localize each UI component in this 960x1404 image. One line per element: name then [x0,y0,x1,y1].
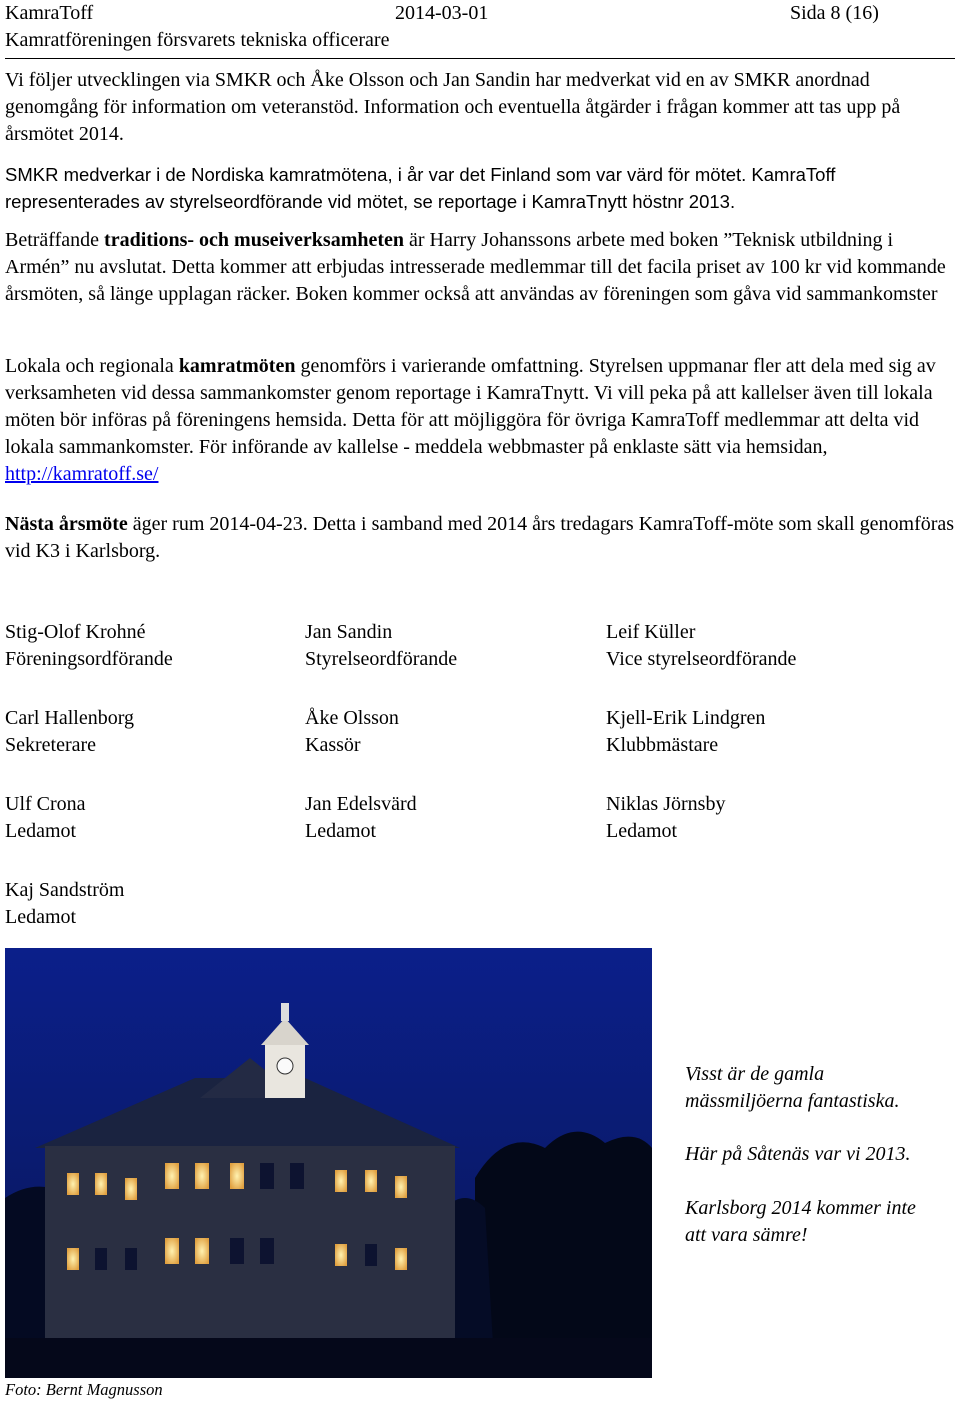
member-role: Klubbmästare [606,734,719,756]
paragraph-traditions [5,227,960,308]
board-member [606,791,725,845]
member-role: Sekreterare [5,734,97,756]
website-link[interactable]: http://kamratoff.se/ [5,463,159,485]
bold-phrase: kamratmöten [178,355,296,377]
doc-title: KamraToff [5,2,94,24]
caption-line: att vara sämre! [685,1224,808,1246]
member-role: Kassör [305,734,361,756]
night-scene-illustration [5,948,652,1378]
member-role: Ledamot [305,820,377,842]
board-member [5,791,86,845]
member-name: Jan Sandin [305,621,393,643]
page-header [5,0,960,27]
caption-line: Här på Såtenäs var vi 2013. [685,1143,911,1165]
paragraph-nordiska: SMKR medverkar i de Nordiska kamratmötena, i år var det Finland som var värd för mötet. KamraToff representerades av styrelseordförande vid mötet, se reportage i KamraTnytt höstnr 2013. [5,164,836,212]
member-name: Kaj Sandström [5,879,125,901]
board-member [5,705,134,759]
member-role: Vice styrelseordförande [606,648,797,670]
member-role: Ledamot [5,906,77,928]
board-member [5,619,173,673]
paragraph-text: Beträffande [5,229,105,251]
page-number: Sida 8 (16) [790,2,879,24]
organization-name: Kamratföreningen försvarets tekniska officerare [5,29,390,51]
doc-date: 2014-03-01 [395,2,489,24]
building-photo [5,948,652,1378]
member-name: Ulf Crona [5,793,86,815]
member-name: Jan Edelsvärd [305,793,417,815]
member-name: Stig-Olof Krohné [5,621,146,643]
member-name: Niklas Jörnsby [606,793,726,815]
paragraph-text: äger rum 2014-04-23. Detta i samband med 2014 års tredagars KamraToff-möte som skall genomföras vid K3 i Karlsborg. [5,513,955,562]
member-name: Åke Olsson [305,707,399,729]
member-name: Kjell-Erik Lindgren [606,707,766,729]
header-divider [5,58,955,59]
member-role: Föreningsordförande [5,648,173,670]
bold-phrase: traditions- och museiverksamheten [104,229,405,251]
board-member [305,791,417,845]
member-role: Ledamot [5,820,77,842]
paragraph-text: Lokala och regionala [5,355,179,377]
board-member [305,619,457,673]
member-name: Leif Küller [606,621,696,643]
caption-line: mässmiljöerna fantastiska. [685,1090,900,1112]
caption-line: Karlsborg 2014 kommer inte [685,1197,916,1219]
board-member [606,619,796,673]
board-member [606,705,765,759]
board-member [5,877,124,931]
member-name: Carl Hallenborg [5,707,135,729]
paragraph-text: genomförs i varierande omfattning. Styrelsen uppmanar fler att dela med sig av verksamheten vid dessa sammankomster genom reportage i KamraTnytt. Vi vill peka på att kallelser även till lokala möten bör införas på föreningens hemsida. Detta för att möjliggöra för övriga KamraToff medlemmar att delta vid lokala sammankomster. För införande av kallelse - meddela webbmaster på enklaste sätt via hemsidan, [5,355,936,458]
bold-phrase: Nästa årsmöte [5,513,128,535]
member-role: Ledamot [606,820,678,842]
paragraph-kamratmoten [5,353,960,488]
paragraph-text: är Harry Johanssons arbete med boken ”Teknisk utbildning i Armén” nu avslutat. Detta kommer att erbjudas intresserade medlemmar till det facila priset av 100 kr vid kommande årsmöten, så länge upplagan räcker. Boken kommer också att användas av föreningen som gåva vid sammankomster [5,229,946,305]
member-role: Styrelseordförande [305,648,458,670]
board-member [305,705,399,759]
photo-credit: Foto: Bernt Magnusson [5,1380,163,1399]
paragraph-veteranstod: Vi följer utvecklingen via SMKR och Åke Olsson och Jan Sandin har medverkat vid en av SMKR anordnad genomgång för information om veteranstöd. Information och eventuella åtgärder i frågan kommer att tas upp på årsmötet 2014. [5,69,901,145]
paragraph-arsmote [5,511,960,565]
caption-line: Visst är de gamla [685,1063,825,1085]
